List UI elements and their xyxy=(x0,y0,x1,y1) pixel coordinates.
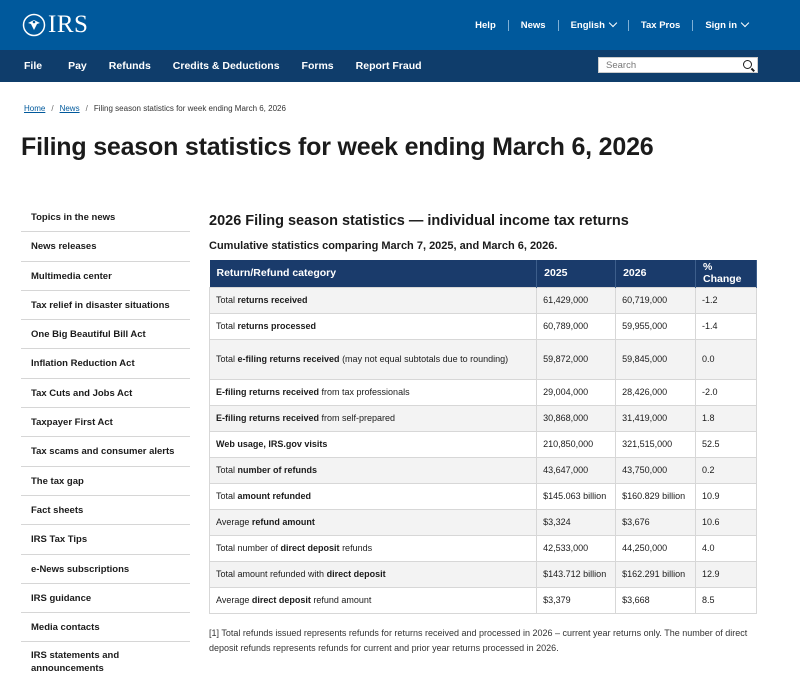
category-emphasis: E-filing returns received xyxy=(216,386,320,397)
sign-in-label: Sign in xyxy=(705,19,737,31)
sidebar-item-fact-sheets[interactable]: Fact sheets xyxy=(21,496,190,525)
value-2025-cell: $143.712 billion xyxy=(537,561,616,587)
table-row xyxy=(210,509,757,535)
category-text: Total xyxy=(216,464,238,475)
category-text: Average xyxy=(216,594,252,605)
help-link[interactable] xyxy=(463,20,508,31)
value-2025-cell: $145.063 billion xyxy=(537,483,616,509)
value-2025-cell: 43,647,000 xyxy=(537,457,616,483)
breadcrumb-home[interactable]: Home xyxy=(24,104,46,113)
category-emphasis: returns received xyxy=(237,294,308,305)
table-row xyxy=(210,431,757,457)
category-emphasis: amount refunded xyxy=(237,490,312,501)
category-text: refund amount xyxy=(310,594,372,605)
category-cell xyxy=(210,313,537,339)
breadcrumb-separator: / xyxy=(85,104,88,113)
category-text: Total xyxy=(216,490,238,501)
table-row xyxy=(210,405,757,431)
search-icon[interactable] xyxy=(743,60,752,69)
table-header-row xyxy=(210,260,757,287)
tax-pros-label: Tax Pros xyxy=(640,19,681,31)
percent-change-cell: 12.9 xyxy=(696,561,757,587)
table-row xyxy=(210,457,757,483)
percent-change-cell: 0.0 xyxy=(696,339,757,379)
value-2026-cell: 321,515,000 xyxy=(616,431,696,457)
category-emphasis: Web usage, IRS.gov visits xyxy=(216,438,328,449)
table-row xyxy=(210,339,757,379)
nav-forms[interactable]: Forms xyxy=(301,60,334,72)
category-emphasis: direct deposit xyxy=(251,594,311,605)
sidebar-item-news-releases[interactable]: News releases xyxy=(21,232,190,261)
category-cell xyxy=(210,405,537,431)
help-link-label: Help xyxy=(475,19,496,31)
irs-wordmark: IRS xyxy=(48,11,89,38)
category-text: from tax professionals xyxy=(319,386,410,397)
main-content xyxy=(209,213,757,656)
category-emphasis: number of refunds xyxy=(237,464,318,475)
percent-change-cell: 10.6 xyxy=(696,509,757,535)
value-2026-cell: 59,845,000 xyxy=(616,339,696,379)
sidebar-item-tax-gap[interactable]: The tax gap xyxy=(21,467,190,496)
category-cell xyxy=(210,379,537,405)
value-2025-cell: 60,789,000 xyxy=(537,313,616,339)
value-2026-cell: $162.291 billion xyxy=(616,561,696,587)
category-text: Total number of xyxy=(216,542,281,553)
section-heading: 2026 Filing season statistics — individual income tax returns xyxy=(209,213,629,229)
sidebar-item-statements[interactable]: IRS statements and announcements xyxy=(21,642,190,685)
value-2026-cell: 28,426,000 xyxy=(616,379,696,405)
footnote: [1] Total refunds issued represents refunds for returns received and processed in 2026 – current year returns only. The number of direct deposit refunds represents refunds for current and prior year returns processed in 2026. xyxy=(209,627,748,653)
category-text: (may not equal subtotals due to rounding) xyxy=(339,353,509,364)
column-header: % Change xyxy=(696,260,757,287)
page-title: Filing season statistics for week ending March 6, 2026 xyxy=(21,133,654,161)
category-text: Total xyxy=(216,320,238,331)
table-row xyxy=(210,287,757,313)
category-emphasis: E-filing returns received xyxy=(216,412,320,423)
category-cell xyxy=(210,287,537,313)
nav-credits-deductions[interactable]: Credits & Deductions xyxy=(172,60,280,72)
sidebar-item-topics-in-the-news[interactable]: Topics in the news xyxy=(21,203,190,232)
percent-change-cell: -1.4 xyxy=(696,313,757,339)
sidebar-item-taxpayer-first-act[interactable]: Taxpayer First Act xyxy=(21,408,190,437)
column-header: Return/Refund category xyxy=(210,260,537,287)
percent-change-cell: 8.5 xyxy=(696,587,757,613)
sidebar-item-inflation-reduction-act[interactable]: Inflation Reduction Act xyxy=(21,349,190,378)
sidebar-item-tax-tips[interactable]: IRS Tax Tips xyxy=(21,525,190,554)
category-cell xyxy=(210,509,537,535)
column-header: 2026 xyxy=(616,260,696,287)
nav-pay[interactable]: Pay xyxy=(68,60,87,72)
news-link-label: News xyxy=(520,19,546,31)
sidebar-item-tax-relief[interactable]: Tax relief in disaster situations xyxy=(21,291,190,320)
table-row xyxy=(210,379,757,405)
language-label: English xyxy=(570,19,605,31)
value-2025-cell: 210,850,000 xyxy=(537,431,616,457)
language-dropdown[interactable] xyxy=(558,20,628,31)
main-nav xyxy=(0,50,800,82)
category-text: refunds xyxy=(339,542,373,553)
sidebar-item-enews[interactable]: e-News subscriptions xyxy=(21,555,190,584)
percent-change-cell: -1.2 xyxy=(696,287,757,313)
breadcrumb xyxy=(24,104,286,113)
category-emphasis: e-filing returns received xyxy=(237,353,340,364)
irs-logo[interactable] xyxy=(22,11,88,39)
category-emphasis: refund amount xyxy=(251,516,315,527)
percent-change-cell: 1.8 xyxy=(696,405,757,431)
category-cell xyxy=(210,483,537,509)
news-link[interactable] xyxy=(508,20,558,31)
category-emphasis: direct deposit xyxy=(280,542,340,553)
value-2025-cell: $3,379 xyxy=(537,587,616,613)
category-text: Total amount refunded with xyxy=(216,568,327,579)
percent-change-cell: 10.9 xyxy=(696,483,757,509)
breadcrumb-current: Filing season statistics for week ending March 6, 2026 xyxy=(93,104,286,113)
sidebar-item-tax-cuts-jobs-act[interactable]: Tax Cuts and Jobs Act xyxy=(21,379,190,408)
sign-in-dropdown[interactable] xyxy=(692,20,760,31)
value-2025-cell: 59,872,000 xyxy=(537,339,616,379)
sidebar-item-irs-guidance[interactable]: IRS guidance xyxy=(21,584,190,613)
category-cell xyxy=(210,339,537,379)
table-row xyxy=(210,535,757,561)
top-header xyxy=(0,0,800,50)
sidebar-item-tax-scams[interactable]: Tax scams and consumer alerts xyxy=(21,437,190,466)
percent-change-cell: 4.0 xyxy=(696,535,757,561)
tax-pros-link[interactable] xyxy=(628,20,692,31)
value-2025-cell: $3,324 xyxy=(537,509,616,535)
percent-change-cell: 52.5 xyxy=(696,431,757,457)
value-2026-cell: 44,250,000 xyxy=(616,535,696,561)
chevron-down-icon xyxy=(741,19,749,27)
percent-change-cell: -2.0 xyxy=(696,379,757,405)
value-2025-cell: 61,429,000 xyxy=(537,287,616,313)
breadcrumb-news[interactable]: News xyxy=(59,104,80,113)
sidebar-item-media-contacts[interactable]: Media contacts xyxy=(21,613,190,642)
search-placeholder: Search xyxy=(606,59,637,71)
value-2026-cell: 59,955,000 xyxy=(616,313,696,339)
breadcrumb-separator: / xyxy=(51,104,54,113)
category-cell xyxy=(210,561,537,587)
sidebar-nav xyxy=(21,203,190,685)
chevron-down-icon xyxy=(609,19,617,27)
category-cell xyxy=(210,431,537,457)
value-2026-cell: 43,750,000 xyxy=(616,457,696,483)
sidebar-item-multimedia-center[interactable]: Multimedia center xyxy=(21,262,190,291)
category-text: Total xyxy=(216,353,238,364)
irs-eagle-icon xyxy=(22,13,46,37)
nav-file[interactable]: File xyxy=(24,60,43,72)
category-cell xyxy=(210,587,537,613)
value-2025-cell: 42,533,000 xyxy=(537,535,616,561)
value-2026-cell: 31,419,000 xyxy=(616,405,696,431)
percent-change-cell: 0.2 xyxy=(696,457,757,483)
category-cell xyxy=(210,457,537,483)
value-2025-cell: 29,004,000 xyxy=(537,379,616,405)
category-emphasis: direct deposit xyxy=(326,568,386,579)
value-2026-cell: 60,719,000 xyxy=(616,287,696,313)
value-2026-cell: $3,676 xyxy=(616,509,696,535)
category-text: Total xyxy=(216,294,238,305)
table-row xyxy=(210,313,757,339)
value-2026-cell: $3,668 xyxy=(616,587,696,613)
section-subheading: Cumulative statistics comparing March 7, 2025, and March 6, 2026. xyxy=(209,240,558,252)
table-row xyxy=(210,483,757,509)
utility-links xyxy=(463,0,760,50)
statistics-table xyxy=(209,260,757,614)
nav-refunds[interactable]: Refunds xyxy=(108,60,151,72)
category-text: Average xyxy=(216,516,252,527)
nav-report-fraud[interactable]: Report Fraud xyxy=(355,60,422,72)
table-row xyxy=(210,561,757,587)
table-row xyxy=(210,587,757,613)
category-text: from self-prepared xyxy=(319,412,396,423)
sidebar-item-obbba[interactable]: One Big Beautiful Bill Act xyxy=(21,320,190,349)
category-cell xyxy=(210,535,537,561)
column-header: 2025 xyxy=(537,260,616,287)
search-input[interactable] xyxy=(598,57,758,73)
value-2025-cell: 30,868,000 xyxy=(537,405,616,431)
category-emphasis: returns processed xyxy=(237,320,317,331)
value-2026-cell: $160.829 billion xyxy=(616,483,696,509)
